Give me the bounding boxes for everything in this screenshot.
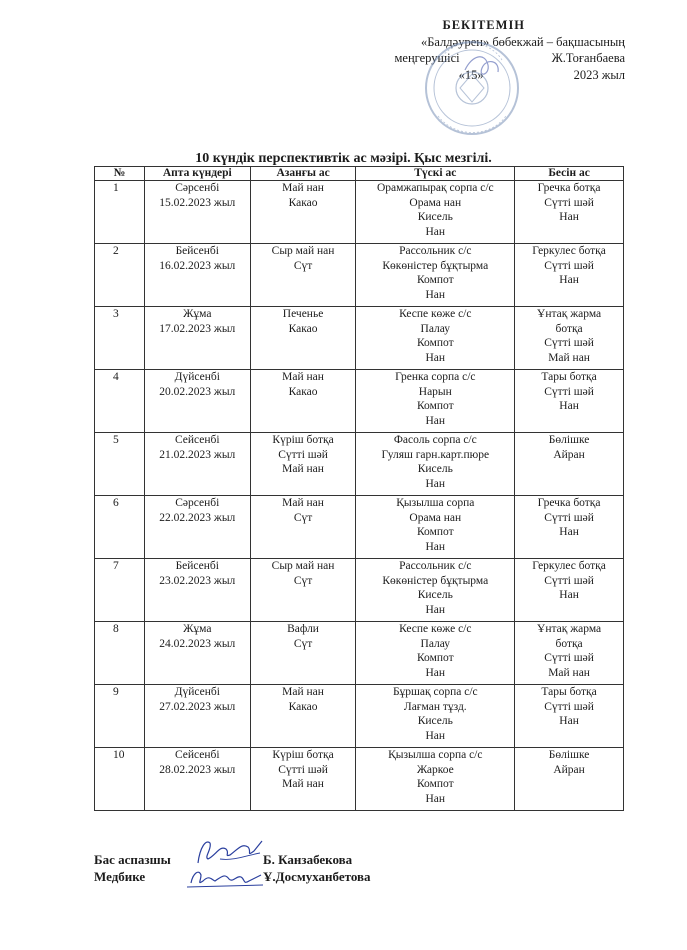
dish-item: Май нан: [282, 686, 324, 698]
table-row: [95, 307, 624, 370]
dish-item: Орама нан: [409, 196, 462, 209]
dish-item: Сүтті шәй: [544, 511, 594, 524]
dish-item: Гренка сорпа с/с: [395, 371, 476, 383]
lunch-cell: [356, 433, 515, 496]
dish-item: Нарын: [418, 385, 452, 398]
dish-item: Қызылша сорпа с/с: [388, 749, 483, 761]
row-number: 3: [95, 307, 145, 370]
table-row: [95, 181, 624, 244]
breakfast-cell: [250, 748, 356, 811]
dish-item: Май нан: [548, 351, 590, 364]
row-weekday-cell: [144, 622, 250, 685]
snack-cell: [515, 307, 624, 370]
dish-item: Көкөністер бұқтырма: [382, 574, 489, 587]
weekday-name: Жұма: [183, 308, 212, 320]
breakfast-cell: [250, 496, 356, 559]
dish-item: Май нан: [282, 371, 324, 383]
dish-item: Компот: [416, 778, 454, 791]
dish-item: Какао: [288, 385, 318, 398]
table-row: [95, 244, 624, 307]
lunch-cell: [356, 181, 515, 244]
breakfast-cell: [250, 244, 356, 307]
snack-cell: [515, 622, 624, 685]
lunch-cell: [356, 307, 515, 370]
table-row: [95, 433, 624, 496]
dish-item: Айран: [553, 763, 585, 776]
breakfast-cell: [250, 433, 356, 496]
dish-item: Гуляш гарн.карт.пюре: [381, 448, 490, 461]
breakfast-cell: [250, 307, 356, 370]
dish-item: Көкөністер бұқтырма: [382, 259, 489, 272]
dish-item: Ұнтақ жарма: [537, 623, 602, 635]
menu-date: 21.02.2023 жыл: [159, 448, 236, 461]
dish-item: Күріш ботқа: [272, 434, 334, 446]
dish-item: Бөлішке: [548, 749, 590, 761]
dish-item: Нан: [425, 288, 446, 301]
row-number: 6: [95, 496, 145, 559]
dish-item: Кеспе көже с/с: [399, 308, 472, 320]
menu-table: [94, 166, 624, 811]
header-weekday: Апта күндері: [144, 167, 250, 181]
approval-year: 2023 жыл: [573, 67, 625, 82]
stamp-seal-icon: [410, 30, 525, 140]
snack-cell: [515, 244, 624, 307]
weekday-name: Сейсенбі: [174, 434, 220, 446]
nurse-role: Медбике: [94, 869, 146, 884]
row-weekday-cell: [144, 181, 250, 244]
dish-item: Сүтті шәй: [544, 652, 594, 665]
dish-item: Сүтті шәй: [544, 574, 594, 587]
dish-item: Нан: [559, 211, 579, 224]
breakfast-cell: [250, 685, 356, 748]
menu-date: 27.02.2023 жыл: [159, 700, 236, 713]
dish-item: Гречка ботқа: [537, 182, 601, 194]
dish-item: Орама нан: [409, 511, 462, 524]
dish-item: Май нан: [282, 463, 324, 476]
snack-cell: [515, 748, 624, 811]
dish-item: ботқа: [555, 322, 583, 335]
dish-item: Сүт: [293, 574, 313, 587]
nurse-name: Ұ.Досмуханбетова: [263, 869, 371, 884]
table-row: [95, 559, 624, 622]
dish-item: Вафли: [287, 623, 319, 635]
dish-item: Нан: [425, 225, 446, 238]
dish-item: Тары ботқа: [541, 371, 597, 383]
dish-item: Гречка ботқа: [537, 497, 601, 509]
dish-item: Сүтті шәй: [278, 763, 328, 776]
dish-item: Кисель: [417, 211, 453, 224]
dish-item: Сүт: [293, 511, 313, 524]
weekday-name: Дүйсенбі: [174, 371, 220, 383]
dish-item: Нан: [425, 792, 446, 805]
dish-item: Май нан: [282, 497, 324, 509]
nurse-signature-icon: [185, 865, 265, 891]
approval-heading: БЕКІТЕМІН: [442, 18, 526, 32]
menu-date: 22.02.2023 жыл: [159, 511, 236, 524]
dish-item: Геркулес ботқа: [532, 245, 606, 257]
dish-item: Геркулес ботқа: [532, 560, 606, 572]
dish-item: Қызылша сорпа: [396, 497, 475, 509]
table-row: [95, 685, 624, 748]
row-weekday-cell: [144, 307, 250, 370]
dish-item: Сүтті шәй: [278, 448, 328, 461]
row-number: 1: [95, 181, 145, 244]
dish-item: Тары ботқа: [541, 686, 597, 698]
approval-kindergarten: «Балдәурен» бөбекжай – бақшасының: [420, 34, 625, 49]
table-header-row: [95, 167, 624, 181]
weekday-name: Жұма: [183, 623, 212, 635]
dish-item: Май нан: [282, 182, 324, 194]
row-number: 9: [95, 685, 145, 748]
lunch-cell: [356, 496, 515, 559]
dish-item: Сүт: [293, 259, 313, 272]
dish-item: Нан: [425, 351, 446, 364]
dish-item: Май нан: [548, 666, 590, 679]
snack-cell: [515, 370, 624, 433]
dish-item: Рассольник с/с: [399, 560, 472, 572]
weekday-name: Сәрсенбі: [175, 182, 220, 194]
lunch-cell: [356, 244, 515, 307]
header-number: №: [95, 167, 145, 181]
header-lunch: Түскі ас: [356, 167, 515, 181]
dish-item: Нан: [425, 414, 446, 427]
menu-date: 20.02.2023 жыл: [159, 385, 236, 398]
lunch-cell: [356, 685, 515, 748]
dish-item: Какао: [288, 322, 318, 335]
header-snack: Бесін ас: [515, 167, 624, 181]
dish-item: Фасоль сорпа с/с: [393, 434, 477, 446]
approval-position-title: меңгерушісі: [394, 51, 460, 65]
dish-item: Палау: [420, 637, 451, 650]
dish-item: Компот: [416, 274, 454, 287]
table-row: [95, 496, 624, 559]
cook-name: Б. Канзабекова: [263, 852, 353, 867]
dish-item: Сүтті шәй: [544, 700, 594, 713]
dish-item: Нан: [425, 540, 446, 553]
menu-date: 28.02.2023 жыл: [159, 763, 236, 776]
menu-date: 16.02.2023 жыл: [159, 259, 236, 272]
menu-table-body: [95, 181, 624, 811]
table-row: [95, 370, 624, 433]
snack-cell: [515, 685, 624, 748]
menu-date: 17.02.2023 жыл: [159, 322, 236, 335]
breakfast-cell: [250, 181, 356, 244]
page-title: 10 күндік перспективтік ас мәзірі. Қыс мезгілі.: [195, 151, 492, 166]
dish-item: Печенье: [282, 308, 324, 320]
row-weekday-cell: [144, 685, 250, 748]
weekday-name: Бейсенбі: [175, 245, 219, 257]
weekday-name: Дүйсенбі: [174, 686, 220, 698]
table-row: [95, 748, 624, 811]
dish-item: Компот: [416, 652, 454, 665]
dish-item: Сыр май нан: [271, 560, 335, 572]
snack-cell: [515, 496, 624, 559]
dish-item: Рассольник с/с: [399, 245, 472, 257]
dish-item: Кеспе көже с/с: [399, 623, 472, 635]
weekday-name: Бейсенбі: [175, 560, 219, 572]
row-weekday-cell: [144, 433, 250, 496]
dish-item: Сүт: [293, 637, 313, 650]
row-number: 10: [95, 748, 145, 811]
dish-item: Кисель: [417, 463, 453, 476]
breakfast-cell: [250, 370, 356, 433]
dish-item: Айран: [553, 448, 585, 461]
dish-item: Орамжапырақ сорпа с/с: [376, 182, 494, 194]
row-weekday-cell: [144, 559, 250, 622]
row-number: 4: [95, 370, 145, 433]
dish-item: Сүтті шәй: [544, 337, 594, 350]
dish-item: ботқа: [555, 637, 583, 650]
dish-item: Какао: [288, 196, 318, 209]
dish-item: Нан: [559, 589, 579, 602]
row-number: 2: [95, 244, 145, 307]
snack-cell: [515, 433, 624, 496]
lunch-cell: [356, 559, 515, 622]
row-number: 7: [95, 559, 145, 622]
weekday-name: Сәрсенбі: [175, 497, 220, 509]
dish-item: Нан: [559, 274, 579, 287]
dish-item: Бұршақ сорпа с/с: [392, 686, 478, 698]
lunch-cell: [356, 748, 515, 811]
dish-item: Бөлішке: [548, 434, 590, 446]
dish-item: Нан: [425, 729, 446, 742]
dish-item: Нан: [559, 715, 579, 728]
dish-item: Сүтті шәй: [544, 259, 594, 272]
dish-item: Сүтті шәй: [544, 196, 594, 209]
dish-item: Нан: [425, 603, 446, 616]
dish-item: Лағман тұзд.: [403, 700, 467, 713]
weekday-name: Сейсенбі: [174, 749, 220, 761]
lunch-cell: [356, 370, 515, 433]
dish-item: Нан: [425, 477, 446, 490]
dish-item: Сыр май нан: [271, 245, 335, 257]
table-row: [95, 622, 624, 685]
row-weekday-cell: [144, 748, 250, 811]
approval-day: «15»: [458, 67, 484, 82]
snack-cell: [515, 559, 624, 622]
dish-item: Компот: [416, 400, 454, 413]
lunch-cell: [356, 622, 515, 685]
row-weekday-cell: [144, 370, 250, 433]
approval-head-name: Ж.Тоғанбаева: [551, 51, 625, 65]
snack-cell: [515, 181, 624, 244]
row-weekday-cell: [144, 496, 250, 559]
breakfast-cell: [250, 622, 356, 685]
dish-item: Жаркое: [416, 763, 454, 776]
dish-item: Ұнтақ жарма: [537, 308, 602, 320]
cook-role: Бас аспазшы: [94, 852, 171, 867]
dish-item: Нан: [559, 526, 579, 539]
menu-date: 23.02.2023 жыл: [159, 574, 236, 587]
dish-item: Сүтті шәй: [544, 385, 594, 398]
dish-item: Палау: [420, 322, 451, 335]
row-number: 5: [95, 433, 145, 496]
menu-date: 15.02.2023 жыл: [159, 196, 236, 209]
row-number: 8: [95, 622, 145, 685]
dish-item: Кисель: [417, 589, 453, 602]
dish-item: Нан: [559, 400, 579, 413]
dish-item: Компот: [416, 526, 454, 539]
dish-item: Какао: [288, 700, 318, 713]
breakfast-cell: [250, 559, 356, 622]
header-breakfast: Азанғы ас: [250, 167, 356, 181]
dish-item: Күріш ботқа: [272, 749, 334, 761]
dish-item: Кисель: [417, 715, 453, 728]
row-weekday-cell: [144, 244, 250, 307]
dish-item: Нан: [425, 666, 446, 679]
dish-item: Май нан: [282, 778, 324, 791]
dish-item: Компот: [416, 337, 454, 350]
menu-date: 24.02.2023 жыл: [159, 637, 236, 650]
